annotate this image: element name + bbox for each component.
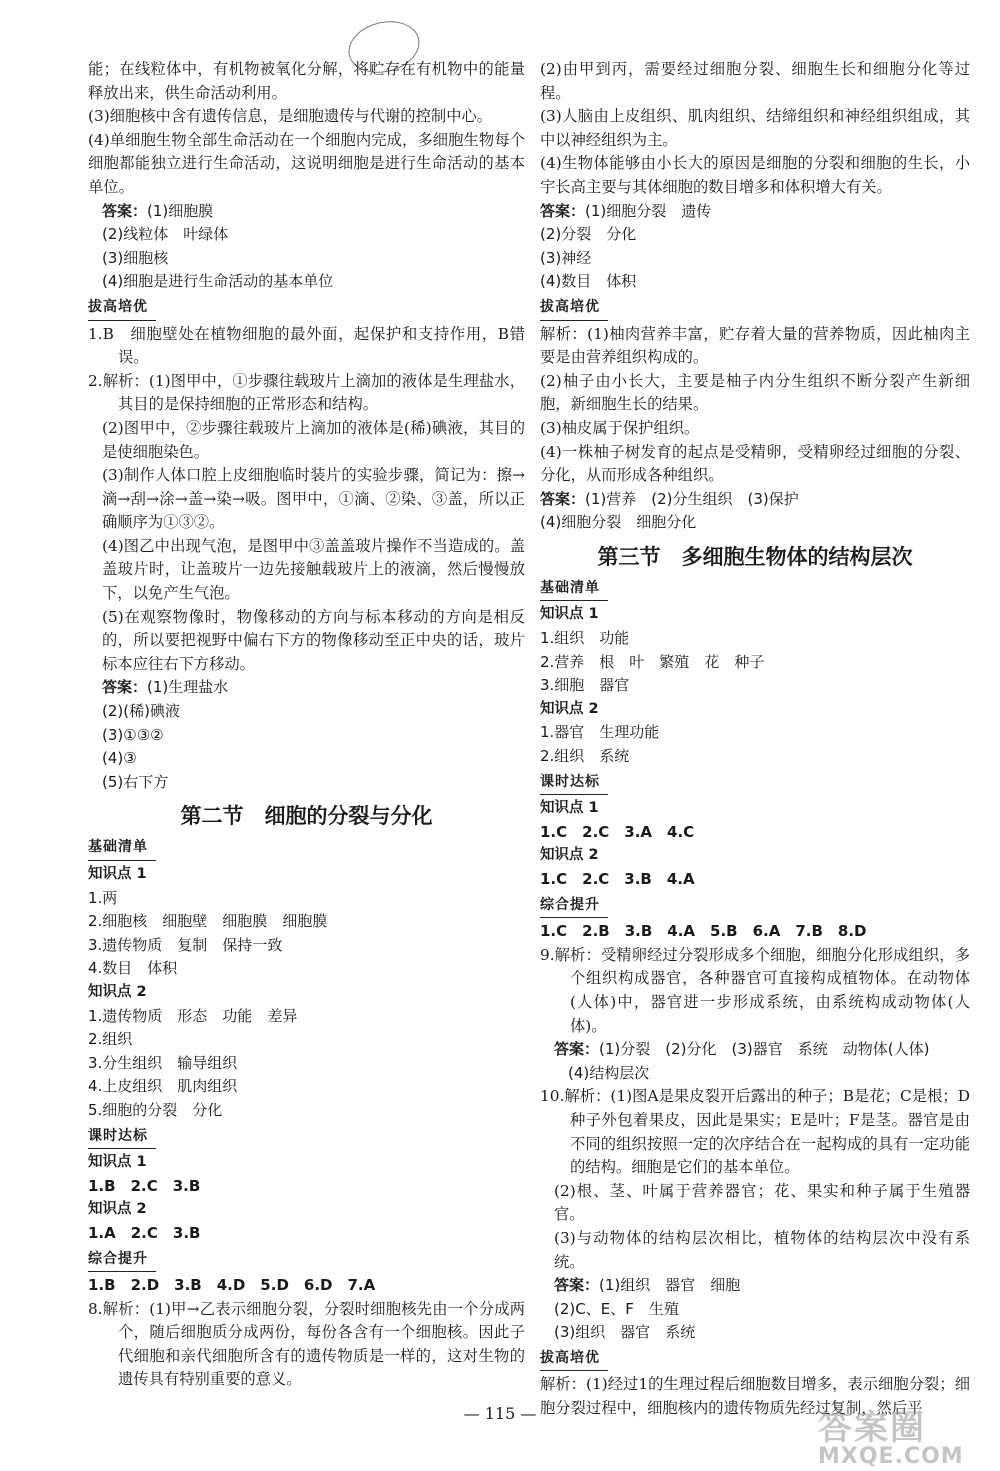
list-item: 2.组织 系统 bbox=[540, 747, 630, 766]
list-item: (3)柚皮属于保护组织。 bbox=[540, 418, 700, 437]
answer-line: (2)(稀)碘液 bbox=[102, 702, 180, 721]
knowledge-point-title: 知识点 1 bbox=[88, 866, 147, 882]
answer-label: 答案： bbox=[540, 489, 586, 508]
knowledge-point-title: 知识点 1 bbox=[540, 800, 599, 817]
answer-block bbox=[88, 676, 525, 794]
knowledge-point-title: 知识点 1 bbox=[88, 1154, 147, 1171]
answer-line: 1.A 2.C 3.B bbox=[88, 1223, 201, 1242]
list-item: (2)根、茎、叶属于营养器官；花、果实和种子属于生殖器官。 bbox=[554, 1181, 970, 1224]
answer-line: (1)细胞膜 bbox=[147, 201, 214, 220]
knowledge-point-title: 知识点 1 bbox=[540, 606, 599, 623]
list-item: (3)制作人体口腔上皮细胞临时装片的实验步骤，简记为：擦→滴→刮→涂→盖→染→吸。图甲中，①滴、②染、③盖，所以正确顺序为①③②。 bbox=[102, 466, 525, 532]
right-column bbox=[540, 58, 970, 1421]
list-item: 3.细胞 器官 bbox=[540, 676, 630, 695]
watermark-title: 答案圈 bbox=[818, 1408, 926, 1448]
answer-line: (2)分裂 分化 bbox=[540, 225, 637, 244]
subheading-jcqd: 基础清单 bbox=[88, 836, 156, 861]
list-item: 1.器官 生理功能 bbox=[540, 723, 660, 742]
list-item: (2)柚子由小长大，主要是柚子内分生组织不断分裂产生新细胞，新细胞生长的结果。 bbox=[540, 371, 970, 414]
answer-line: (3)组织 器官 系统 bbox=[554, 1323, 696, 1342]
answer-label: 答案： bbox=[540, 201, 586, 220]
paragraph: (4)生物体能够由小长大的原因是细胞的分裂和细胞的生长，小宇长高主要与其体细胞的数目增多和体积增大有关。 bbox=[540, 154, 970, 196]
answer-line: (1)分裂 (2)分化 (3)器官 系统 动物体(人体) bbox=[599, 1040, 930, 1059]
list-item: (4)一株柚子树发育的起点是受精卵，受精卵经过细胞的分裂、分化，从而形成各种组织。 bbox=[540, 442, 970, 485]
answer-block bbox=[540, 1038, 970, 1085]
paragraph: (3)人脑由上皮组织、肌肉组织、结缔组织和神经组织组成，其中以神经组织为主。 bbox=[540, 107, 970, 149]
answer-label: 答案： bbox=[102, 201, 148, 220]
subheading-ksdb: 课时达标 bbox=[540, 771, 608, 796]
answer-line: 1.B 2.D 3.B 4.D 5.D 6.D 7.A bbox=[88, 1276, 376, 1295]
answer-label: 答案： bbox=[554, 1040, 600, 1059]
list-item: (5)在观察物像时，物像移动的方向与标本移动的方向是相反的，所以要把视野中偏右下方的物像移动至正中央的话，玻片标本应往右下方移动。 bbox=[102, 607, 525, 673]
answer-line: (3)细胞核 bbox=[102, 248, 169, 267]
list-item: 解析：(1)柚肉营养丰富，贮存着大量的营养物质，因此柚肉主要是由营养组织构成的。 bbox=[540, 324, 970, 367]
subheading-zhts: 综合提升 bbox=[88, 1248, 156, 1273]
subheading-zhts: 综合提升 bbox=[540, 894, 608, 919]
list-item: 5.细胞的分裂 分化 bbox=[88, 1100, 223, 1119]
answer-block bbox=[540, 1274, 970, 1345]
paragraph: (3)细胞核中含有遗传信息，是细胞遗传与代谢的控制中心。 bbox=[88, 107, 493, 126]
answer-label: 答案： bbox=[554, 1276, 600, 1295]
answer-line: (1)生理盐水 bbox=[147, 678, 229, 697]
answer-line: 1.C 2.B 3.B 4.A 5.B 6.A 7.B 8.D bbox=[540, 922, 867, 941]
knowledge-point-title: 知识点 2 bbox=[540, 700, 599, 717]
list-item: 8.解析：(1)甲→乙表示细胞分裂，分裂时细胞核先由一个分成两个，随后细胞质分成两份，每份各含有一个细胞核。因此子代细胞和亲代细胞所含有的遗传物质是一样的，这对生物的遗传具有特别重要的意义。 bbox=[88, 1299, 525, 1389]
list-item: (2)图甲中，②步骤往载玻片上滴加的液体是(稀)碘液，其目的是使细胞染色。 bbox=[102, 418, 525, 461]
answer-block bbox=[540, 488, 970, 535]
paragraph: 能；在线粒体中，有机物被氧化分解，将贮存在有机物中的能量释放出来，供生命活动利用。 bbox=[88, 60, 525, 102]
list-item: 1.两 bbox=[88, 888, 118, 907]
subheading-tgpy: 拔高培优 bbox=[540, 1347, 608, 1372]
answer-line: (2)线粒体 叶绿体 bbox=[102, 225, 229, 244]
list-item: (4)图乙中出现气泡，是图甲中③盖盖玻片操作不当造成的。盖盖玻片时，让盖玻片一边先接触载玻片上的液滴，然后慢慢放下，以免产生气泡。 bbox=[102, 536, 525, 603]
paragraph: 解析：(1)经过1的生理过程后细胞数目增多，表示细胞分裂；细胞分裂过程中，细胞核内的遗传物质先经过复制，然后平 bbox=[540, 1375, 970, 1418]
list-item: 4.上皮组织 肌肉组织 bbox=[88, 1077, 238, 1096]
paragraph: (2)由甲到丙，需要经过细胞分裂、细胞生长和细胞分化等过程。 bbox=[540, 60, 970, 102]
list-item: 1.B 细胞壁处在植物细胞的最外面，起保护和支持作用，B错误。 bbox=[88, 324, 525, 367]
subheading-tgpy: 拔高培优 bbox=[88, 296, 156, 321]
list-item: 2.组织 bbox=[88, 1030, 133, 1049]
list-item: 2.细胞核 细胞壁 细胞膜 细胞膜 bbox=[88, 912, 328, 931]
subheading-tgpy: 拔高培优 bbox=[540, 296, 608, 321]
list-item: 1.遗传物质 形态 功能 差异 bbox=[88, 1006, 298, 1025]
answer-line: (4)细胞分裂 细胞分化 bbox=[540, 513, 697, 532]
list-item: 3.分生组织 输导组织 bbox=[88, 1053, 238, 1072]
page-number: — 115 — bbox=[463, 1404, 537, 1423]
list-item: 4.数目 体积 bbox=[88, 959, 178, 978]
list-item: 9.解析：受精卵经过分裂形成多个细胞，细胞分化形成组织，多个组织构成器官，各种器官可直接构成植物体。在动物体(人体)中，器官进一步形成系统，由系统构成动物体(人体)。 bbox=[540, 945, 970, 1035]
answer-line: (2)C、E、F 生殖 bbox=[554, 1299, 679, 1318]
watermark-logo bbox=[818, 1408, 988, 1469]
section-title: 第二节 细胞的分裂与分化 bbox=[180, 804, 433, 829]
answer-block bbox=[88, 200, 525, 294]
answer-line: 1.C 2.C 3.A 4.C bbox=[540, 822, 695, 841]
watermark-url: MXQE.COM bbox=[818, 1444, 964, 1469]
knowledge-point-title: 知识点 2 bbox=[540, 847, 599, 864]
answer-line: 1.C 2.C 3.B 4.A bbox=[540, 870, 695, 888]
subheading-jcqd: 基础清单 bbox=[540, 577, 608, 602]
list-item: 3.遗传物质 复制 保持一致 bbox=[88, 935, 283, 954]
section-title: 第三节 多细胞生物体的结构层次 bbox=[597, 544, 913, 569]
paragraph: (4)单细胞生物全部生命活动在一个细胞内完成，多细胞生物每个细胞都能独立进行生命活动，这说明细胞是进行生命活动的基本单位。 bbox=[88, 130, 525, 196]
answer-line: 1.B 2.C 3.B bbox=[88, 1176, 201, 1195]
left-column bbox=[88, 58, 525, 1392]
knowledge-point-title: 知识点 2 bbox=[88, 1201, 147, 1218]
answer-line: (4)数目 体积 bbox=[540, 272, 637, 291]
knowledge-point-title: 知识点 2 bbox=[88, 983, 147, 1000]
answer-line: (1)营养 (2)分生组织 (3)保护 bbox=[585, 489, 799, 508]
answer-line: (3)神经 bbox=[540, 248, 592, 267]
answer-block bbox=[540, 200, 970, 294]
answer-line: (5)右下方 bbox=[102, 772, 169, 791]
answer-line: (4)细胞是进行生命活动的基本单位 bbox=[102, 272, 334, 291]
list-item: 2.解析：(1)图甲中，①步骤往载玻片上滴加的液体是生理盐水，其目的是保持细胞的正常形态和结构。 bbox=[88, 371, 525, 414]
list-item: (3)与动物体的结构层次相比，植物体的结构层次中没有系统。 bbox=[554, 1228, 970, 1271]
answer-line: (4)③ bbox=[102, 749, 137, 768]
list-item: 10.解析：(1)图A是果皮裂开后露出的种子；B是花；C是根；D种子外包着果皮，因此是果实；E是叶；F是茎。器官是由不同的组织按照一定的次序结合在一起构成的具有一定功能的结构。细胞是它们的基本单位。 bbox=[540, 1087, 970, 1177]
subheading-ksdb: 课时达标 bbox=[88, 1125, 156, 1150]
answer-line: (1)细胞分裂 遗传 bbox=[585, 201, 712, 220]
answer-line: (4)结构层次 bbox=[568, 1063, 650, 1082]
list-item: 1.组织 功能 bbox=[540, 629, 630, 648]
answer-line: (3)①③② bbox=[102, 725, 164, 744]
answer-line: (1)组织 器官 细胞 bbox=[599, 1276, 741, 1295]
list-item: 2.营养 根 叶 繁殖 花 种子 bbox=[540, 652, 765, 671]
answer-label: 答案： bbox=[102, 678, 148, 697]
